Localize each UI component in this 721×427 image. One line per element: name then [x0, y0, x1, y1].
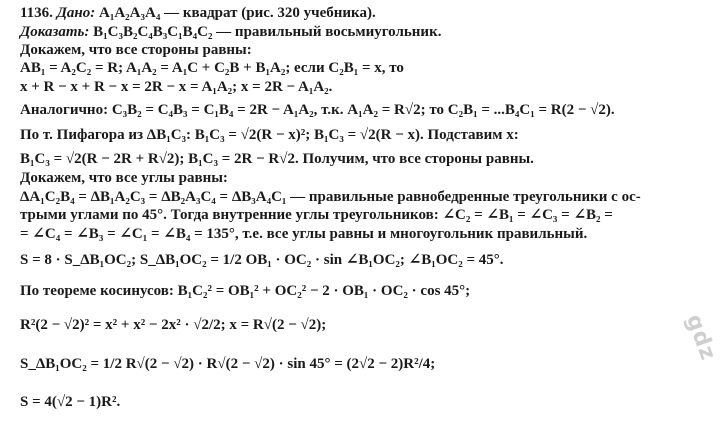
- prove-line: [20, 24, 441, 41]
- formula-line: S = 4(√2 − 1)R².: [20, 394, 121, 410]
- formula-line: x + R − x + R − x = 2R − x = A₁A₂; x = 2R − A₁A₂.: [20, 79, 333, 95]
- formula-line: B₁C₃ = √2(R − 2R + R√2); B₁C₃ = 2R − R√2. Получим, что все стороны равны.: [20, 151, 534, 167]
- prove-label: Доказать:: [20, 24, 90, 40]
- formula-line: Аналогично: C₃B₂ = C₄B₃ = C₁B₄ = 2R − A₁A₂, т.к. A₁A₂ = R√2; то C₂B₁ = ...B₄C₁ = R(2 − √2).: [20, 102, 615, 118]
- formula-line: AB₁ = A₂C₂ = R; A₁A₂ = A₁C + C₂B + B₁A₂; если C₂B₁ = x, то: [20, 60, 404, 76]
- formula-line: ΔA₁C₂B₄ = ΔB₁A₂C₃ = ΔB₂A₃C₄ = ΔB₃A₄C₁ — правильные равнобедренные треугольники с ос-: [20, 189, 641, 205]
- text-line: Докажем, что все стороны равны:: [20, 42, 252, 58]
- formula-line: R²(2 − √2)² = x² + x² − 2x² · √2/2; x = R√(2 − √2);: [20, 317, 327, 333]
- text-line: Докажем, что все углы равны:: [20, 170, 228, 186]
- prove-text: B₁C₃B₂C₄B₃C₁B₄C₂ — правильный восьмиугольник.: [93, 24, 442, 40]
- formula-line: = ∠C₄ = ∠B₃ = ∠C₁ = ∠B₄ = 135°, т.е. все углы равны и многоугольник правильный.: [20, 226, 588, 242]
- watermark-logo: gdz: [680, 311, 721, 365]
- problem-number: 1136.: [20, 5, 53, 21]
- given-label: Дано:: [56, 5, 96, 21]
- given-text: A₁A₂A₃A₄ — квадрат (рис. 320 учебника).: [99, 5, 376, 21]
- formula-line: S_ΔB₁OC₂ = 1/2 R√(2 − √2) · R√(2 − √2) · sin 45° = (2√2 − 2)R²/4;: [20, 356, 436, 372]
- problem-header: [20, 5, 376, 22]
- formula-line: трыми углами по 45°. Тогда внутренние углы треугольников: ∠C₂ = ∠B₁ = ∠C₃ = ∠B₂ =: [20, 207, 613, 223]
- formula-line: S = 8 · S_ΔB₁OC₂; S_ΔB₁OC₂ = 1/2 OB₁ · OC₂ · sin ∠B₁OC₂; ∠B₁OC₂ = 45°.: [20, 252, 504, 268]
- formula-line: По т. Пифагора из ΔB₁C₃: B₁C₃ = √2(R − x)²; B₁C₃ = √2(R − x). Подставим x:: [20, 127, 519, 143]
- formula-line: По теореме косинусов: B₁C₂² = OB₁² + OC₂² − 2 · OB₁ · OC₂ · cos 45°;: [20, 283, 471, 299]
